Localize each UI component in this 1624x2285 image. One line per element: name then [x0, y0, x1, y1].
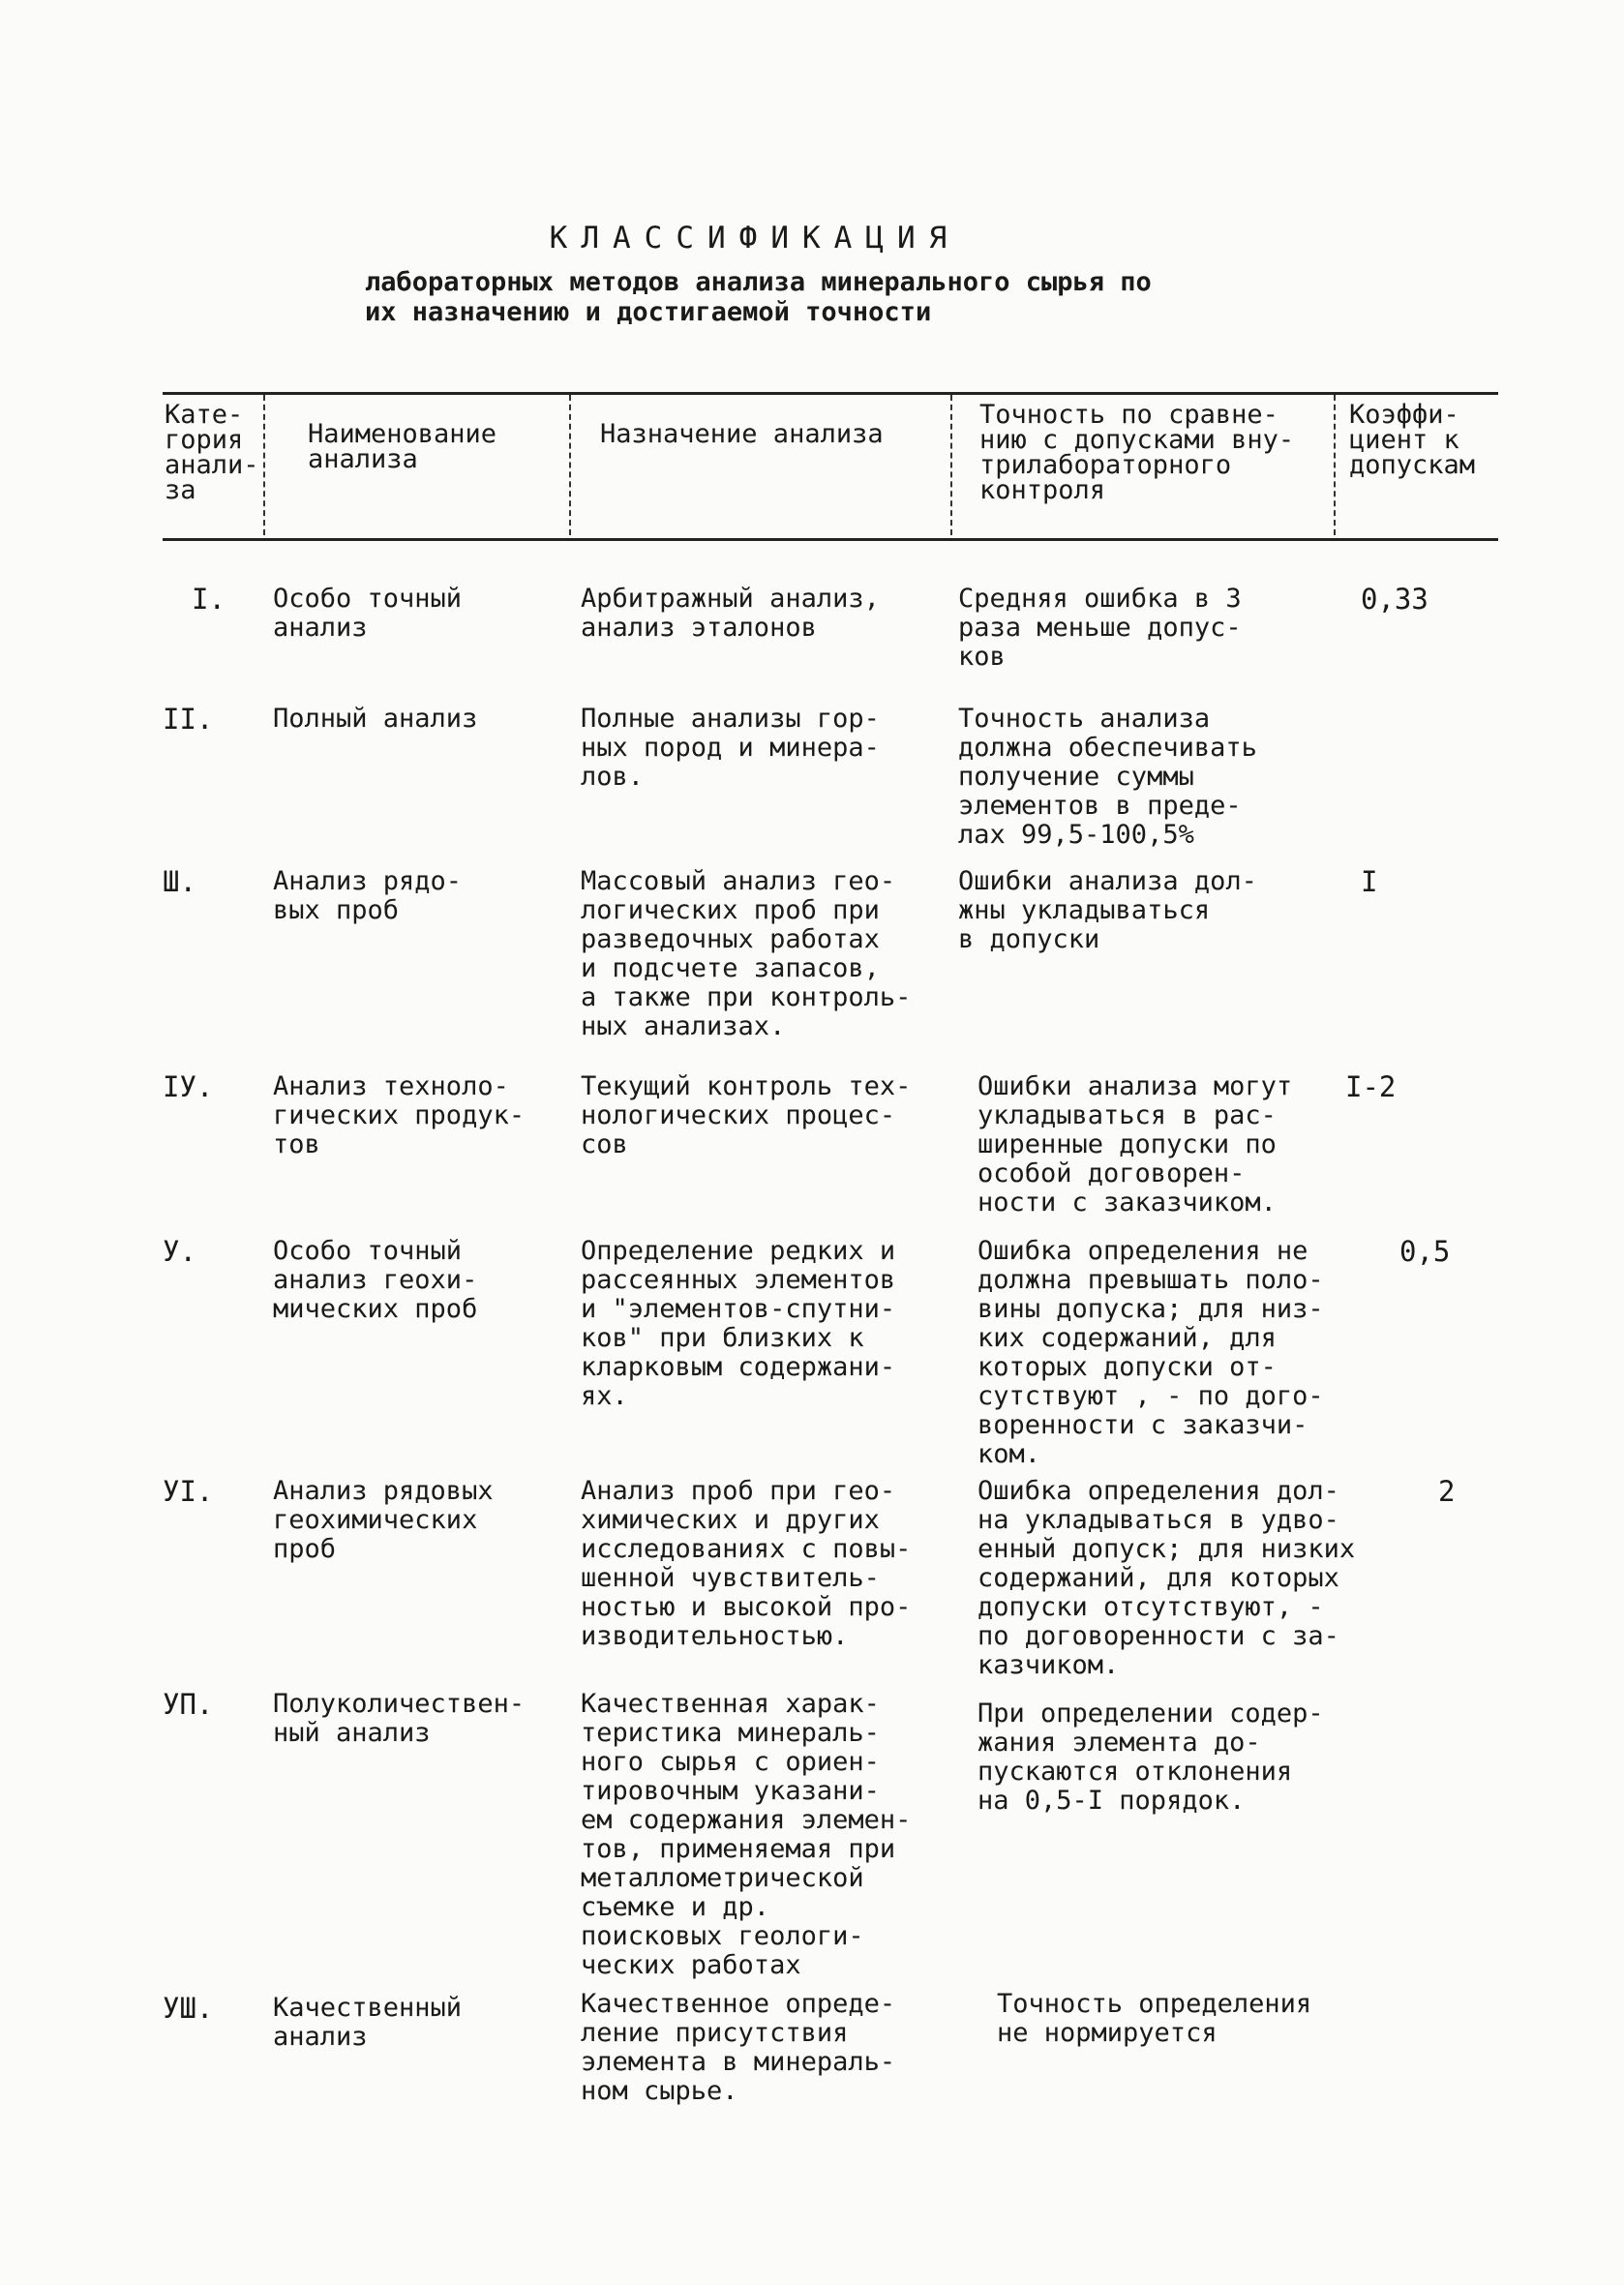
- row-purpose: Определение редких и рассеянных элементов и "элементов-спутни- ков" при близких к кларковым содержани- ях.: [581, 1236, 896, 1411]
- table-top-rule: [163, 392, 1498, 395]
- row-category: Ш.: [163, 865, 196, 898]
- row-purpose: Качественная харак- теристика минераль- ного сырья с ориен- тировочным указани- ем содержания элемен- тов, применяемая при металлометрической съемке и др. поисковых геологи- ческих работах: [581, 1689, 912, 1980]
- row-accuracy: Средняя ошибка в 3 раза меньше допус- ков: [958, 584, 1242, 672]
- header-coefficient: Коэффи- циент к допускам: [1349, 400, 1476, 480]
- row-purpose: Анализ проб при гео- химических и других исследованиях с повы- шенной чувствитель- ностью и высокой про- изводительностью.: [581, 1476, 912, 1651]
- row-accuracy: При определении содер- жания элемента до- пускаются отклонения на 0,5-I порядок.: [977, 1699, 1324, 1816]
- row-purpose: Полные анализы гор- ных пород и минера- лов.: [581, 704, 880, 792]
- header-separator: [263, 395, 265, 535]
- row-name: Анализ техноло- гических продук- тов: [273, 1071, 526, 1159]
- header-category: Кате- гория анали- за: [165, 400, 259, 505]
- document-title: КЛАССИФИКАЦИЯ: [549, 221, 961, 256]
- row-accuracy: Ошибка определения дол- на укладываться в удво- енный допуск; для низких содержаний, для которых допуски отсутствуют, - по договоренности с за- казчиком.: [977, 1476, 1356, 1680]
- row-category: УШ.: [163, 1992, 214, 2025]
- header-separator: [950, 395, 952, 535]
- header-separator: [1334, 395, 1336, 535]
- row-name: Анализ рядовых геохимических проб: [273, 1476, 494, 1564]
- document-subtitle: лабораторных методов анализа минерального сырья по их назначению и достигаемой точности: [365, 267, 1152, 327]
- header-purpose: Назначение анализа: [600, 419, 884, 449]
- row-purpose: Текущий контроль тех- нологических процес- сов: [581, 1071, 912, 1159]
- row-name: Особо точный анализ геохи- мических проб: [273, 1236, 478, 1324]
- row-category: I.: [192, 583, 226, 616]
- header-accuracy: Точность по сравне- нию с допусками вну- трилабораторного контроля: [979, 400, 1295, 505]
- row-category: II.: [163, 703, 214, 736]
- row-category: IУ.: [163, 1070, 214, 1103]
- row-name: Полный анализ: [273, 704, 478, 734]
- row-coefficient: 0,33: [1361, 583, 1429, 616]
- row-accuracy: Ошибки анализа дол- жны укладываться в допуски: [958, 866, 1257, 954]
- row-coefficient: I-2: [1345, 1070, 1397, 1103]
- row-category: У.: [163, 1235, 196, 1268]
- row-name: Полуколичествен- ный анализ: [273, 1689, 526, 1748]
- header-name: Наименование анализа: [308, 419, 497, 474]
- row-accuracy: Ошибка определения не должна превышать поло- вины допуска; для низ- ких содержаний, для которых допуски от- сутствуют , - по дого- воренности с заказчи- ком.: [977, 1236, 1324, 1469]
- row-coefficient: 2: [1438, 1475, 1456, 1508]
- row-coefficient: I: [1361, 865, 1378, 898]
- table-header-rule: [163, 538, 1498, 541]
- row-name: Качественный анализ: [273, 1993, 463, 2052]
- row-accuracy: Точность анализа должна обеспечивать получение суммы элементов в преде- лах 99,5-100,5%: [958, 704, 1257, 850]
- row-purpose: Массовый анализ гео- логических проб при разведочных работах и подсчете запасов, а также при контроль- ных анализах.: [581, 866, 912, 1041]
- row-purpose: Качественное опреде- ление присутствия элемента в минераль- ном сырье.: [581, 1989, 896, 2106]
- row-purpose: Арбитражный анализ, анализ эталонов: [581, 584, 880, 643]
- row-coefficient: 0,5: [1399, 1235, 1451, 1268]
- row-category: УП.: [163, 1688, 214, 1721]
- row-accuracy: Точность определения не нормируется: [997, 1989, 1312, 2048]
- row-name: Анализ рядо- вых проб: [273, 866, 463, 925]
- header-separator: [569, 395, 571, 535]
- row-accuracy: Ошибки анализа могут укладываться в рас- ширенные допуски по особой договорен- ности с заказчиком.: [977, 1071, 1293, 1218]
- row-name: Особо точный анализ: [273, 584, 463, 643]
- row-category: УI.: [163, 1475, 214, 1508]
